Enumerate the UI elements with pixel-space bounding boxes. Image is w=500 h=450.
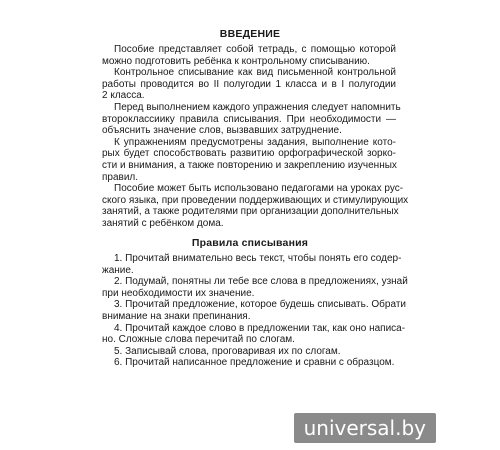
text-line: Пособие представляет собой тетрадь, с помощью которой (114, 44, 396, 55)
text-line: второклассиику правила списывания. При необходимости — (102, 113, 396, 125)
text-line: 2 класса. (102, 90, 145, 102)
text-line: внимание на знаки препинания. (102, 311, 251, 322)
text-line: правил. (102, 171, 139, 183)
text-line: но. Сложные слова перечитай по слогам. (102, 334, 295, 346)
text-line: занятий с ребёнком дома. (102, 218, 224, 229)
text-line: К упражнениям предусмотрены задания, выполнение кото- (114, 136, 396, 148)
text-line: рых будет способствовать развитию орфографической зорко- (102, 148, 396, 160)
text-line: 3. Прочитай предложение, которое будешь списывать. Обрати (114, 299, 406, 311)
text-line: 2. Подумай, понятны ли тебе все слова в предложениях, узнай (114, 276, 408, 288)
text-line: Контрольное списывание как вид письменной контрольной (114, 67, 396, 79)
text-line: 5. Записывай слова, проговаривая их по слогам. (114, 345, 341, 357)
text-line: занятий, а также родителями при организации дополнительных (102, 206, 399, 218)
text-line: 4. Прочитай каждое слово в предложении так, как оно написа- (114, 322, 406, 334)
text-line: Перед выполнением каждого упражнения следует напомнить (114, 102, 401, 113)
text-line: 1. Прочитай внимательно весь текст, чтобы понять его содер- (114, 253, 402, 264)
text-line: работы проводится во II полугодии 1 класса и в I полугодии (102, 78, 396, 90)
text-line: ского языка, при проведении поддерживающих и стимулирующих (102, 194, 409, 206)
text-line: объяснить значение слов, вызвавших затруднение. (102, 125, 342, 137)
rules-heading: Правила списывания (191, 237, 309, 249)
text-line: 6. Прочитай написанное предложение и сравни с образцом. (114, 357, 395, 369)
intro-heading: ВВЕДЕНИЕ (219, 28, 281, 40)
text-line: жание. (102, 264, 134, 276)
text-line: Пособие может быть использовано педагогами на уроках рус- (114, 183, 404, 195)
site-watermark: universal.by (294, 413, 436, 443)
text-line: при необходимости их значение. (102, 287, 255, 299)
text-line: можно подготовить ребёнка к контрольному списыванию. (102, 55, 370, 67)
text-line: сти и внимания, а также повторению и закреплению изученных (102, 160, 397, 171)
